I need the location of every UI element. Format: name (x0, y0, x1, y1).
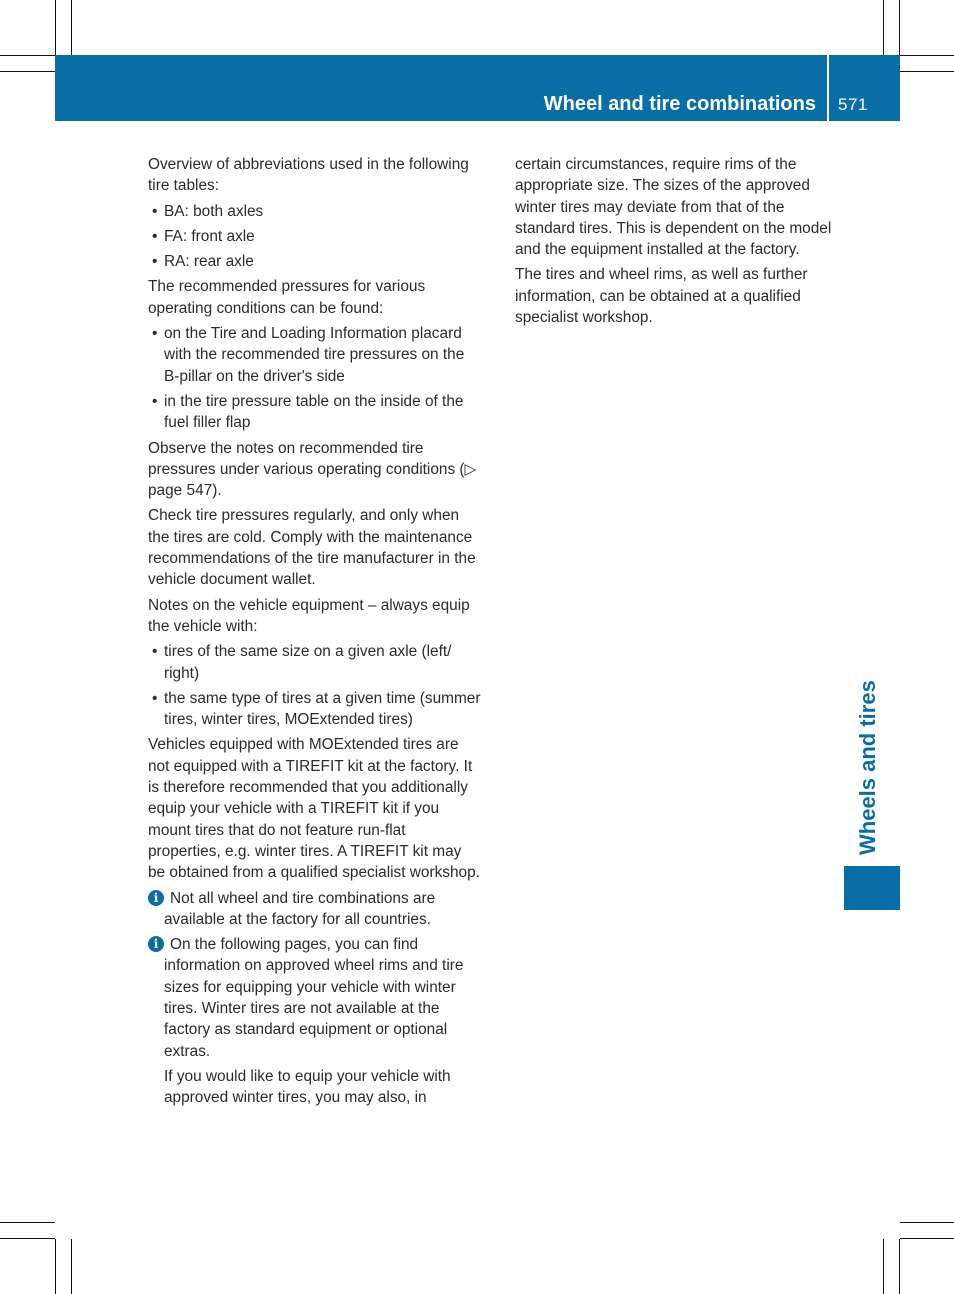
bullet: • (152, 253, 158, 271)
list-item (148, 251, 482, 272)
rims-info-paragraph: The tires and wheel rims, as well as further information, can be obtained at a qualified specialist workshop. (515, 266, 808, 327)
list-item-text: tires of the same size on a given axle (left/ right) (164, 643, 452, 682)
crop-mark (55, 1239, 56, 1294)
section-tab-marker (844, 866, 900, 910)
info-note (148, 934, 482, 1062)
crop-mark (0, 55, 55, 56)
crop-mark (55, 0, 56, 55)
info-icon: i (148, 890, 164, 906)
info-note-text: On the following pages, you can find information on approved wheel rims and tire sizes for equipping your vehicle with winter tires. Winter tires are not available at the factory as standard equipment or optional extras. (164, 936, 464, 1060)
crop-mark (900, 1222, 954, 1223)
observe-notes-paragraph: Observe the notes on recommended tire pressures under various operating conditions (▷ page 547). (148, 439, 477, 500)
info-note (148, 888, 482, 931)
left-column (148, 154, 482, 1112)
crop-mark (71, 0, 72, 55)
info-icon: i (148, 936, 164, 952)
continuation-paragraph: certain circumstances, require rims of the appropriate size. The sizes of the approved winter tires may deviate from that of the standard tires. This is dependent on the model and the equipment installed at the factory. (515, 156, 832, 259)
page-title: Wheel and tire combinations (543, 93, 816, 115)
header-divider (827, 55, 829, 121)
bullet: • (152, 643, 158, 661)
crop-mark (899, 1239, 900, 1294)
crop-mark (899, 0, 900, 55)
crop-mark (883, 1239, 884, 1294)
crop-mark (900, 1238, 954, 1239)
bullet: • (152, 392, 158, 410)
section-tab-label: Wheels and tires (855, 680, 880, 855)
pressures-intro: The recommended pressures for various operating conditions can be found: (148, 278, 426, 317)
list-item-text: RA: rear axle (164, 253, 254, 271)
list-item (148, 391, 482, 434)
abbreviation-list (148, 201, 482, 273)
bullet: • (152, 202, 158, 220)
list-item-text: the same type of tires at a given time (summer tires, winter tires, MOExtended tires) (164, 689, 481, 729)
list-item-text: on the Tire and Loading Information placard with the recommended tire pressures on the B-pillar on the driver's side (164, 325, 465, 385)
info-note-continuation: If you would like to equip your vehicle with approved winter tires, you may also, in (164, 1067, 451, 1107)
list-item-text: in the tire pressure table on the inside of the fuel filler flap (164, 392, 464, 432)
list-item (148, 688, 482, 731)
list-item (148, 323, 482, 387)
equipment-intro: Notes on the vehicle equipment – always equip the vehicle with: (148, 596, 470, 635)
bullet: • (152, 325, 158, 343)
list-item (148, 201, 482, 222)
list-item (148, 226, 482, 247)
crop-mark (900, 55, 954, 56)
info-note-text: Not all wheel and tire combinations are available at the factory for all countries. (164, 889, 436, 928)
list-item (148, 641, 482, 684)
crop-mark (900, 71, 954, 72)
right-column (515, 154, 833, 332)
list-item-text: FA: front axle (164, 227, 255, 245)
bullet: • (152, 689, 158, 707)
page-number: 571 (838, 95, 868, 114)
check-pressures-paragraph: Check tire pressures regularly, and only when the tires are cold. Comply with the maintenance recommendations of the tire manufacturer in the vehicle document wallet. (148, 507, 476, 589)
moextended-paragraph: Vehicles equipped with MOExtended tires are not equipped with a TIREFIT kit at the factory. It is therefore recommended that you additionally equip your vehicle with a TIREFIT kit if you mount tires that do not feature run-flat properties, e.g. winter tires. A TIREFIT kit may be obtained from a qualified specialist workshop. (148, 736, 480, 882)
pressure-location-list (148, 323, 482, 433)
bullet: • (152, 227, 158, 245)
crop-mark (0, 71, 55, 72)
crop-mark (0, 1222, 55, 1223)
crop-mark (0, 1238, 55, 1239)
list-item-text: BA: both axles (164, 202, 264, 220)
equipment-list (148, 641, 482, 730)
crop-mark (883, 0, 884, 55)
intro-paragraph: Overview of abbreviations used in the following tire tables: (148, 156, 469, 195)
crop-mark (71, 1239, 72, 1294)
